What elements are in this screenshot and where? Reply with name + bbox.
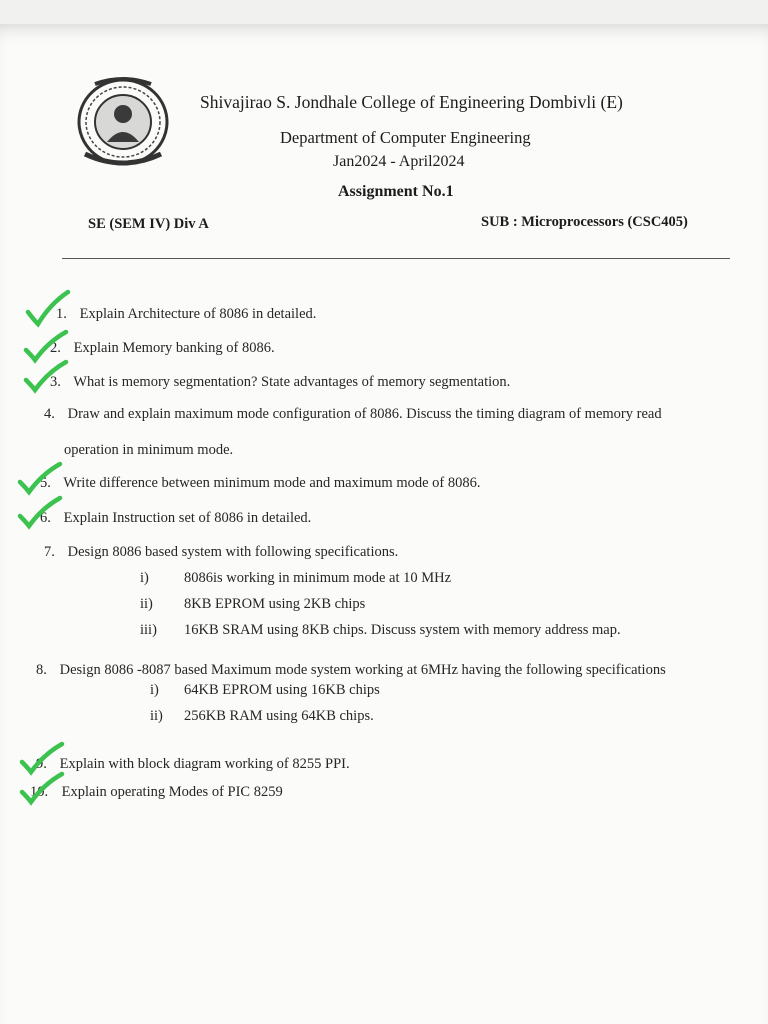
item-text: 8086is working in minimum mode at 10 MHz xyxy=(184,570,452,586)
item-marker: ii) xyxy=(140,596,153,612)
question-8-item-2 xyxy=(150,708,374,725)
header-divider xyxy=(62,258,730,259)
question-6 xyxy=(40,510,311,527)
question-7-item-3 xyxy=(140,622,621,639)
question-text: Design 8086 -8087 based Maximum mode system working at 6MHz having the following specifications xyxy=(59,662,666,678)
question-text: Explain operating Modes of PIC 8259 xyxy=(61,784,283,800)
question-7-item-2 xyxy=(140,596,365,613)
question-text: Design 8086 based system with following specifications. xyxy=(67,544,399,560)
question-number: 9. xyxy=(36,756,47,772)
question-number: 3. xyxy=(50,374,61,390)
college-emblem-icon xyxy=(75,76,171,168)
item-marker: ii) xyxy=(150,708,163,724)
item-marker: i) xyxy=(150,682,159,698)
question-number: 1. xyxy=(56,306,67,322)
check-mark-icon xyxy=(16,462,62,494)
check-mark-icon xyxy=(16,496,62,528)
question-7-item-1 xyxy=(140,570,451,587)
check-mark-icon xyxy=(22,330,68,362)
question-7 xyxy=(44,544,398,561)
question-3 xyxy=(50,374,510,391)
question-text: Explain Instruction set of 8086 in detailed. xyxy=(63,510,312,526)
question-2 xyxy=(50,340,275,357)
item-text: 8KB EPROM using 2KB chips xyxy=(184,596,366,612)
question-5 xyxy=(40,475,481,492)
question-number: 4. xyxy=(44,406,55,422)
item-marker: iii) xyxy=(140,622,157,638)
check-mark-icon xyxy=(22,360,68,392)
question-number: 10. xyxy=(30,784,49,800)
question-text: Explain Memory banking of 8086. xyxy=(73,340,275,356)
class-info: SE (SEM IV) Div A xyxy=(88,216,209,232)
question-number: 7. xyxy=(44,544,55,560)
question-4-continuation: operation in minimum mode. xyxy=(64,442,234,458)
term-dates: Jan2024 - April2024 xyxy=(333,153,465,170)
question-9 xyxy=(36,756,350,773)
assignment-title: Assignment No.1 xyxy=(338,183,454,200)
check-mark-icon xyxy=(24,290,70,322)
question-10 xyxy=(30,784,283,801)
item-text: 64KB EPROM using 16KB chips xyxy=(184,682,380,698)
question-text: Write difference between minimum mode and maximum mode of 8086. xyxy=(63,475,481,491)
question-number: 2. xyxy=(50,340,61,356)
question-number: 6. xyxy=(40,510,51,526)
check-mark-icon xyxy=(18,772,64,804)
item-marker: i) xyxy=(140,570,149,586)
question-number: 5. xyxy=(40,475,51,491)
check-mark-icon xyxy=(18,742,64,774)
question-4 xyxy=(44,406,662,423)
question-text: Explain with block diagram working of 8255 PPI. xyxy=(59,756,350,772)
item-text: 16KB SRAM using 8KB chips. Discuss system with memory address map. xyxy=(184,622,621,638)
question-text: Explain Architecture of 8086 in detailed. xyxy=(79,306,317,322)
question-text: What is memory segmentation? State advantages of memory segmentation. xyxy=(73,374,511,390)
subject-code: SUB : Microprocessors (CSC405) xyxy=(481,214,688,230)
question-number: 8. xyxy=(36,662,47,678)
department-name: Department of Computer Engineering xyxy=(280,128,531,147)
question-8-item-1 xyxy=(150,682,380,699)
college-name: Shivajirao S. Jondhale College of Engineering Dombivli (E) xyxy=(200,92,623,112)
item-text: 256KB RAM using 64KB chips. xyxy=(184,708,374,724)
question-1 xyxy=(56,306,316,323)
question-text: Draw and explain maximum mode configuration of 8086. Discuss the timing diagram of memory read xyxy=(67,406,662,422)
question-8 xyxy=(36,662,666,679)
